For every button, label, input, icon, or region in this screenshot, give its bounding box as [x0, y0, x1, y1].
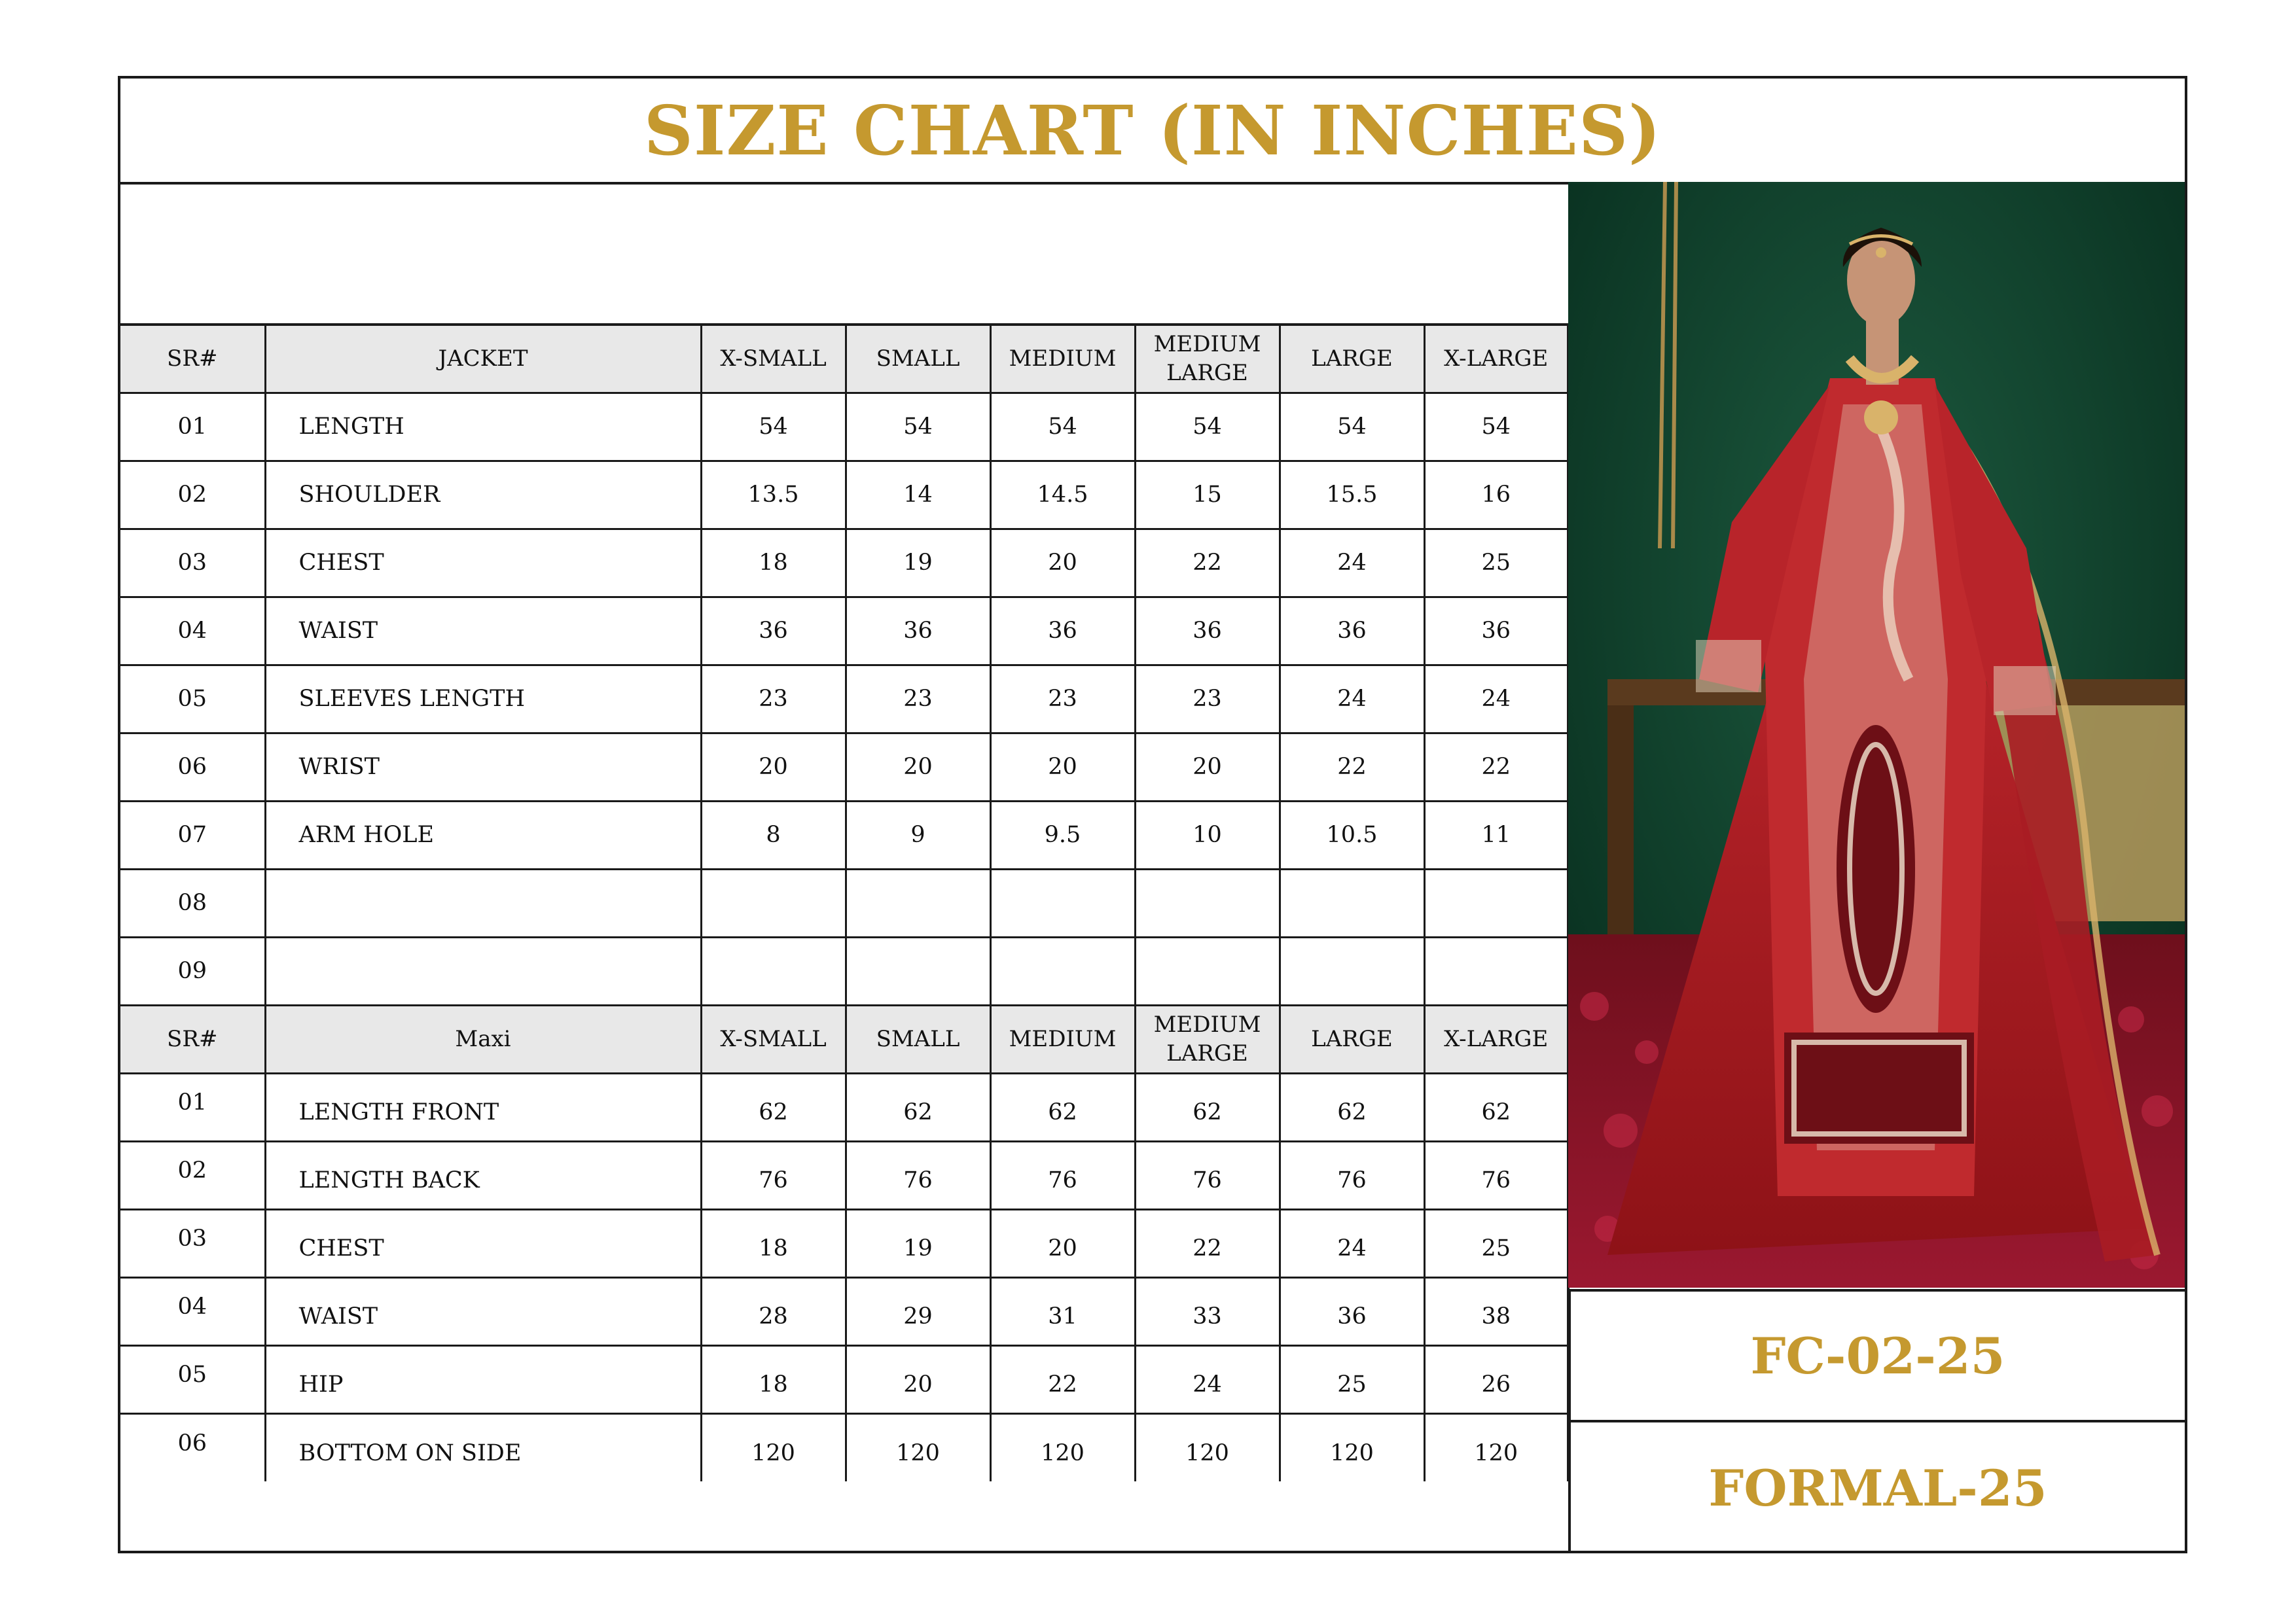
size-value: 22 — [1135, 529, 1280, 597]
size-value: 24 — [1280, 529, 1424, 597]
size-value: 36 — [1135, 597, 1280, 665]
size-table — [120, 323, 1570, 1481]
table-row — [120, 733, 1568, 801]
size-value: 15 — [1135, 461, 1280, 529]
size-value: 24 — [1280, 1209, 1424, 1277]
table-row — [120, 393, 1568, 461]
size-value: 36 — [1280, 597, 1424, 665]
sr-number: 05 — [120, 1345, 265, 1413]
sr-number: 07 — [120, 801, 265, 869]
size-value: 10 — [1135, 801, 1280, 869]
size-value: 29 — [846, 1277, 990, 1345]
size-value: 18 — [701, 1345, 846, 1413]
size-value: 120 — [846, 1413, 990, 1481]
table-row — [120, 1345, 1568, 1413]
size-value: 120 — [1280, 1413, 1424, 1481]
size-value: 33 — [1135, 1277, 1280, 1345]
page-title: SIZE CHART (IN INCHES) — [643, 90, 1662, 171]
size-value: 18 — [701, 529, 846, 597]
measurement-name — [265, 869, 701, 937]
size-value: 25 — [1424, 529, 1568, 597]
sr-header: SR# — [120, 1005, 265, 1073]
size-value: 54 — [846, 393, 990, 461]
size-value: 62 — [846, 1073, 990, 1141]
sr-number: 05 — [120, 665, 265, 733]
sr-number: 04 — [120, 597, 265, 665]
size-value: 54 — [1135, 393, 1280, 461]
size-value: 14.5 — [990, 461, 1135, 529]
size-value: 15.5 — [1280, 461, 1424, 529]
sr-number: 02 — [120, 1141, 265, 1209]
measurement-name: CHEST — [265, 529, 701, 597]
title-bar — [120, 79, 2185, 185]
sr-number: 02 — [120, 461, 265, 529]
size-value: 19 — [846, 1209, 990, 1277]
table-row — [120, 665, 1568, 733]
size-value: 62 — [990, 1073, 1135, 1141]
size-value: 36 — [846, 597, 990, 665]
size-value: 120 — [990, 1413, 1135, 1481]
size-value: 22 — [990, 1345, 1135, 1413]
size-value — [1280, 937, 1424, 1005]
size-value: 20 — [1135, 733, 1280, 801]
maxi-section-label: Maxi — [265, 1005, 701, 1073]
size-value: 23 — [701, 665, 846, 733]
table-row — [120, 1209, 1568, 1277]
size-value: 62 — [1424, 1073, 1568, 1141]
size-header: X-SMALL — [701, 1005, 846, 1073]
product-code-box — [1568, 1289, 2185, 1420]
size-value — [846, 937, 990, 1005]
size-value: 120 — [1135, 1413, 1280, 1481]
product-code: FC-02-25 — [1750, 1326, 2005, 1385]
sr-number: 06 — [120, 1413, 265, 1481]
size-header: X-LARGE — [1424, 325, 1568, 393]
sr-number: 08 — [120, 869, 265, 937]
size-value: 18 — [701, 1209, 846, 1277]
size-value: 76 — [701, 1141, 846, 1209]
size-table-body — [120, 325, 1568, 1481]
size-header: MEDIUM LARGE — [1135, 1005, 1280, 1073]
size-value: 76 — [1135, 1141, 1280, 1209]
size-value: 120 — [701, 1413, 846, 1481]
size-value: 25 — [1280, 1345, 1424, 1413]
collection-name: FORMAL-25 — [1708, 1458, 2047, 1517]
blank-header-space — [120, 182, 1568, 323]
size-value — [846, 869, 990, 937]
size-value: 26 — [1424, 1345, 1568, 1413]
size-value: 11 — [1424, 801, 1568, 869]
size-header: LARGE — [1280, 1005, 1424, 1073]
model-illustration — [1568, 182, 2185, 1288]
table-row — [120, 529, 1568, 597]
size-value: 25 — [1424, 1209, 1568, 1277]
measurement-name: WAIST — [265, 1277, 701, 1345]
table-row — [120, 1141, 1568, 1209]
measurement-name: ARM HOLE — [265, 801, 701, 869]
table-area — [120, 182, 1568, 1553]
size-value: 23 — [1135, 665, 1280, 733]
size-value: 20 — [846, 733, 990, 801]
sr-number: 03 — [120, 1209, 265, 1277]
size-value: 20 — [701, 733, 846, 801]
measurement-name: WAIST — [265, 597, 701, 665]
size-value — [1280, 869, 1424, 937]
size-value: 22 — [1424, 733, 1568, 801]
size-value: 76 — [1424, 1141, 1568, 1209]
sr-number: 01 — [120, 393, 265, 461]
size-value — [1424, 937, 1568, 1005]
size-value: 76 — [1280, 1141, 1424, 1209]
measurement-name: SHOULDER — [265, 461, 701, 529]
size-value: 22 — [1135, 1209, 1280, 1277]
size-value — [990, 869, 1135, 937]
size-value: 38 — [1424, 1277, 1568, 1345]
size-value: 36 — [1280, 1277, 1424, 1345]
jacket-header-row — [120, 325, 1568, 393]
size-value: 23 — [846, 665, 990, 733]
measurement-name: LENGTH FRONT — [265, 1073, 701, 1141]
size-value: 76 — [846, 1141, 990, 1209]
size-value: 14 — [846, 461, 990, 529]
sr-number: 04 — [120, 1277, 265, 1345]
size-value: 19 — [846, 529, 990, 597]
size-value: 10.5 — [1280, 801, 1424, 869]
measurement-name: LENGTH BACK — [265, 1141, 701, 1209]
table-row — [120, 597, 1568, 665]
size-value: 120 — [1424, 1413, 1568, 1481]
table-row — [120, 1073, 1568, 1141]
size-value: 16 — [1424, 461, 1568, 529]
size-value: 36 — [1424, 597, 1568, 665]
size-value — [1135, 869, 1280, 937]
maxi-header-row — [120, 1005, 1568, 1073]
table-row — [120, 461, 1568, 529]
sr-number: 03 — [120, 529, 265, 597]
size-value: 31 — [990, 1277, 1135, 1345]
size-value — [1424, 869, 1568, 937]
size-value: 9 — [846, 801, 990, 869]
sr-number: 09 — [120, 937, 265, 1005]
size-value: 36 — [990, 597, 1135, 665]
size-value: 24 — [1280, 665, 1424, 733]
table-row — [120, 937, 1568, 1005]
size-value — [701, 937, 846, 1005]
table-row — [120, 1277, 1568, 1345]
sr-header: SR# — [120, 325, 265, 393]
size-value: 54 — [1280, 393, 1424, 461]
size-value: 54 — [701, 393, 846, 461]
product-photo — [1568, 182, 2185, 1288]
size-value — [1135, 937, 1280, 1005]
size-value: 24 — [1424, 665, 1568, 733]
size-value: 54 — [1424, 393, 1568, 461]
table-row — [120, 801, 1568, 869]
size-value: 20 — [990, 529, 1135, 597]
size-value: 9.5 — [990, 801, 1135, 869]
size-value: 20 — [990, 1209, 1135, 1277]
size-value: 62 — [1280, 1073, 1424, 1141]
measurement-name: HIP — [265, 1345, 701, 1413]
size-value: 23 — [990, 665, 1135, 733]
size-header: SMALL — [846, 325, 990, 393]
size-value: 24 — [1135, 1345, 1280, 1413]
size-value: 62 — [1135, 1073, 1280, 1141]
size-header: LARGE — [1280, 325, 1424, 393]
size-value: 62 — [701, 1073, 846, 1141]
size-value: 36 — [701, 597, 846, 665]
measurement-name: LENGTH — [265, 393, 701, 461]
size-header: X-LARGE — [1424, 1005, 1568, 1073]
size-value: 20 — [846, 1345, 990, 1413]
size-header: X-SMALL — [701, 325, 846, 393]
collection-box — [1568, 1420, 2185, 1553]
measurement-name: CHEST — [265, 1209, 701, 1277]
measurement-name: SLEEVES LENGTH — [265, 665, 701, 733]
size-value — [701, 869, 846, 937]
size-value: 76 — [990, 1141, 1135, 1209]
size-header: MEDIUM — [990, 1005, 1135, 1073]
size-value: 22 — [1280, 733, 1424, 801]
size-value: 13.5 — [701, 461, 846, 529]
table-row — [120, 1413, 1568, 1481]
sr-number: 06 — [120, 733, 265, 801]
size-value: 54 — [990, 393, 1135, 461]
measurement-name: BOTTOM ON SIDE — [265, 1413, 701, 1481]
sr-number: 01 — [120, 1073, 265, 1141]
size-header: MEDIUM LARGE — [1135, 325, 1280, 393]
size-header: MEDIUM — [990, 325, 1135, 393]
size-chart-frame — [118, 76, 2187, 1553]
measurement-name: WRIST — [265, 733, 701, 801]
size-value: 20 — [990, 733, 1135, 801]
size-header: SMALL — [846, 1005, 990, 1073]
size-value: 28 — [701, 1277, 846, 1345]
jacket-section-label: JACKET — [265, 325, 701, 393]
size-value — [990, 937, 1135, 1005]
measurement-name — [265, 937, 701, 1005]
size-value: 8 — [701, 801, 846, 869]
table-row — [120, 869, 1568, 937]
